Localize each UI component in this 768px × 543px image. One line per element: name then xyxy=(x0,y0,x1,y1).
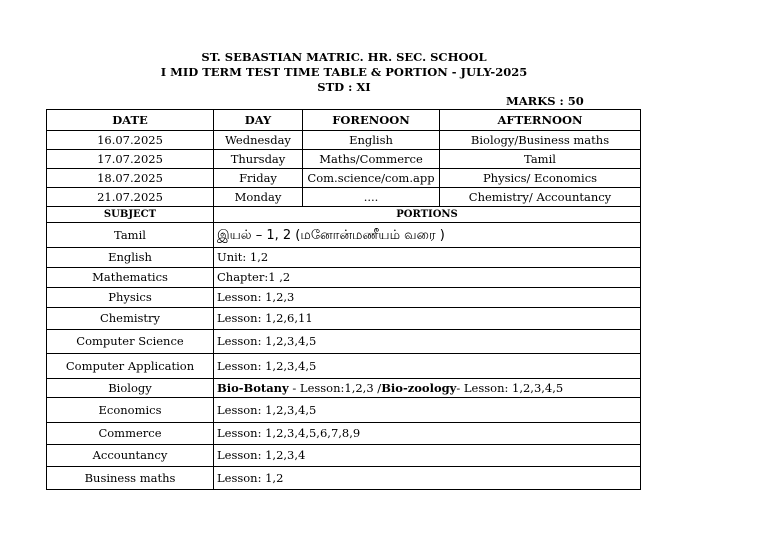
afternoon-cell: Chemistry/ Accountancy xyxy=(440,188,641,207)
day-cell: Friday xyxy=(214,169,303,188)
portion-cell: Lesson: 1,2,3,4 xyxy=(214,445,641,467)
portion-row xyxy=(47,330,641,354)
portion-cell-biology xyxy=(214,379,641,398)
timetable-row xyxy=(47,131,641,150)
subject-cell: Business maths xyxy=(47,467,214,490)
portion-row xyxy=(47,268,641,288)
portion-cell: Lesson: 1,2 xyxy=(214,467,641,490)
portion-cell: Lesson: 1,2,3,4,5 xyxy=(214,330,641,354)
portion-row xyxy=(47,248,641,268)
date-cell: 16.07.2025 xyxy=(47,131,214,150)
portion-row xyxy=(47,379,641,398)
portion-cell: Unit: 1,2 xyxy=(214,248,641,268)
date-cell: 17.07.2025 xyxy=(47,150,214,169)
document-title: I MID TERM TEST TIME TABLE & PORTION - JULY-2025 xyxy=(160,65,528,79)
subject-cell: Chemistry xyxy=(47,308,214,330)
subject-header: SUBJECT xyxy=(47,207,214,223)
afternoon-cell: Physics/ Economics xyxy=(440,169,641,188)
day-cell: Thursday xyxy=(214,150,303,169)
portion-row xyxy=(47,354,641,379)
forenoon-cell: Com.science/com.app xyxy=(303,169,440,188)
bio-zoology-label: Bio-zoology xyxy=(381,380,457,395)
portion-row xyxy=(47,467,641,490)
portion-cell: Lesson: 1,2,3,4,5 xyxy=(214,398,641,423)
afternoon-cell: Biology/Business maths xyxy=(440,131,641,150)
portion-cell: Lesson: 1,2,3,4,5,6,7,8,9 xyxy=(214,423,641,445)
marks-label: MARKS : 50 xyxy=(506,94,584,108)
day-cell: Wednesday xyxy=(214,131,303,150)
subject-cell: Economics xyxy=(47,398,214,423)
portions-header-row xyxy=(47,207,641,223)
portion-cell: Lesson: 1,2,3 xyxy=(214,288,641,308)
forenoon-header: FORENOON xyxy=(303,110,440,131)
subject-cell: Accountancy xyxy=(47,445,214,467)
afternoon-cell: Tamil xyxy=(440,150,641,169)
afternoon-header: AFTERNOON xyxy=(440,110,641,131)
portion-cell: Chapter:1 ,2 xyxy=(214,268,641,288)
forenoon-cell: English xyxy=(303,131,440,150)
timetable-row xyxy=(47,150,641,169)
subject-cell: Commerce xyxy=(47,423,214,445)
portion-row xyxy=(47,308,641,330)
subject-cell: Physics xyxy=(47,288,214,308)
forenoon-cell: .... xyxy=(303,188,440,207)
timetable-header-row xyxy=(47,110,641,131)
portion-row xyxy=(47,423,641,445)
subject-cell: Tamil xyxy=(47,223,214,248)
timetable-row xyxy=(47,188,641,207)
bio-botany-label: Bio-Botany xyxy=(217,380,289,395)
bio-botany-lessons: - Lesson:1,2,3 / xyxy=(288,380,382,395)
portion-cell: Lesson: 1,2,3,4,5 xyxy=(214,354,641,379)
portion-row xyxy=(47,223,641,248)
date-header: DATE xyxy=(47,110,214,131)
portion-cell: Lesson: 1,2,6,11 xyxy=(214,308,641,330)
portion-row xyxy=(47,445,641,467)
bio-zoology-lessons: - Lesson: 1,2,3,4,5 xyxy=(456,380,564,395)
school-name: ST. SEBASTIAN MATRIC. HR. SEC. SCHOOL xyxy=(201,50,487,64)
day-cell: Monday xyxy=(214,188,303,207)
portion-cell: இயல் – 1, 2 (மனோன்மணீயம் வரை ) xyxy=(214,223,641,248)
date-cell: 18.07.2025 xyxy=(47,169,214,188)
portion-row xyxy=(47,398,641,423)
portions-header: PORTIONS xyxy=(214,207,641,223)
subject-cell: Computer Science xyxy=(47,330,214,354)
subject-cell: Computer Application xyxy=(47,354,214,379)
standard-label: STD : XI xyxy=(317,80,371,94)
subject-cell: Mathematics xyxy=(47,268,214,288)
day-header: DAY xyxy=(214,110,303,131)
portion-row xyxy=(47,288,641,308)
subject-cell: English xyxy=(47,248,214,268)
subject-cell: Biology xyxy=(47,379,214,398)
timetable-row xyxy=(47,169,641,188)
timetable-portion-table xyxy=(46,109,641,490)
forenoon-cell: Maths/Commerce xyxy=(303,150,440,169)
date-cell: 21.07.2025 xyxy=(47,188,214,207)
